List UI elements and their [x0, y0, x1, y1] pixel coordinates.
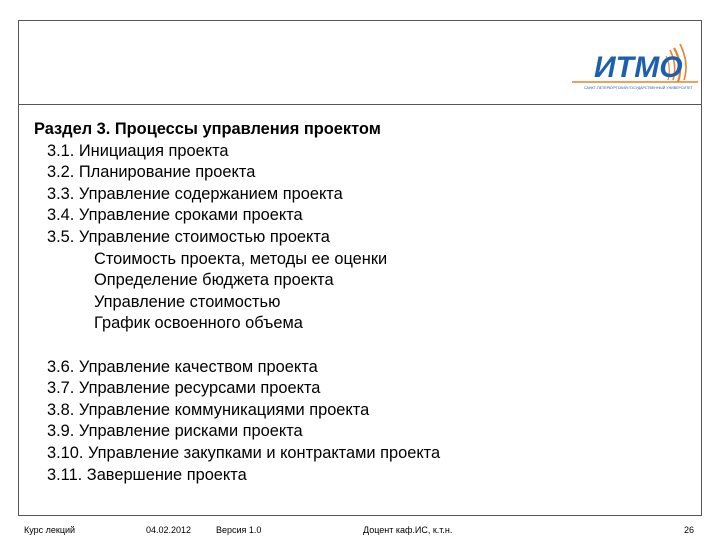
topic-item: 3.4. Управление сроками проекта [47, 206, 303, 225]
logo-wordmark: ИТМО [594, 51, 683, 84]
topic-list-b [34, 357, 674, 487]
logo-tagline: САНКТ-ПЕТЕРБУРГСКИЙ ГОСУДАРСТВЕННЫЙ УНИВЕРСИТЕТ [584, 86, 693, 90]
topic-item: 3.9. Управление рисками проекта [47, 422, 303, 441]
slide-content [34, 119, 674, 486]
topic-item: 3.10. Управление закупками и контрактами проекта [47, 443, 441, 462]
topic-item: 3.6. Управление качеством проекта [47, 357, 318, 376]
topic-item: 3.1. Инициация проекта [47, 141, 229, 160]
topic-item: 3.7. Управление ресурсами проекта [47, 379, 321, 398]
topic-item: 3.11. Завершение проекта [47, 465, 247, 484]
itmo-logo-graphic [570, 40, 700, 98]
footer-version: Версия 1.0 [216, 525, 262, 535]
subtopic-list [34, 249, 674, 335]
itmo-logo [570, 40, 700, 98]
topic-item: 3.3. Управление содержанием проекта [47, 184, 343, 203]
footer-course: Курс лекций [24, 525, 76, 535]
header-divider [18, 104, 702, 105]
section-title: Раздел 3. Процессы управления проектом [34, 120, 381, 138]
subtopic-item: Определение бюджета проекта [94, 271, 334, 290]
spacer [34, 335, 674, 357]
topic-list-a [34, 141, 674, 249]
topic-item: 3.5. Управление стоимостью проекта [47, 227, 330, 246]
subtopic-item: График освоенного объема [94, 314, 303, 333]
subtopic-item: Стоимость проекта, методы ее оценки [94, 249, 388, 268]
footer-page-number: 26 [684, 525, 695, 535]
topic-item: 3.8. Управление коммуникациями проекта [47, 400, 370, 419]
subtopic-item: Управление стоимостью [94, 292, 281, 311]
footer-date: 04.02.2012 [146, 525, 192, 535]
topic-item: 3.2. Планирование проекта [47, 163, 256, 182]
slide-footer [0, 524, 720, 538]
footer-author: Доцент каф.ИС, к.т.н. [363, 525, 453, 535]
